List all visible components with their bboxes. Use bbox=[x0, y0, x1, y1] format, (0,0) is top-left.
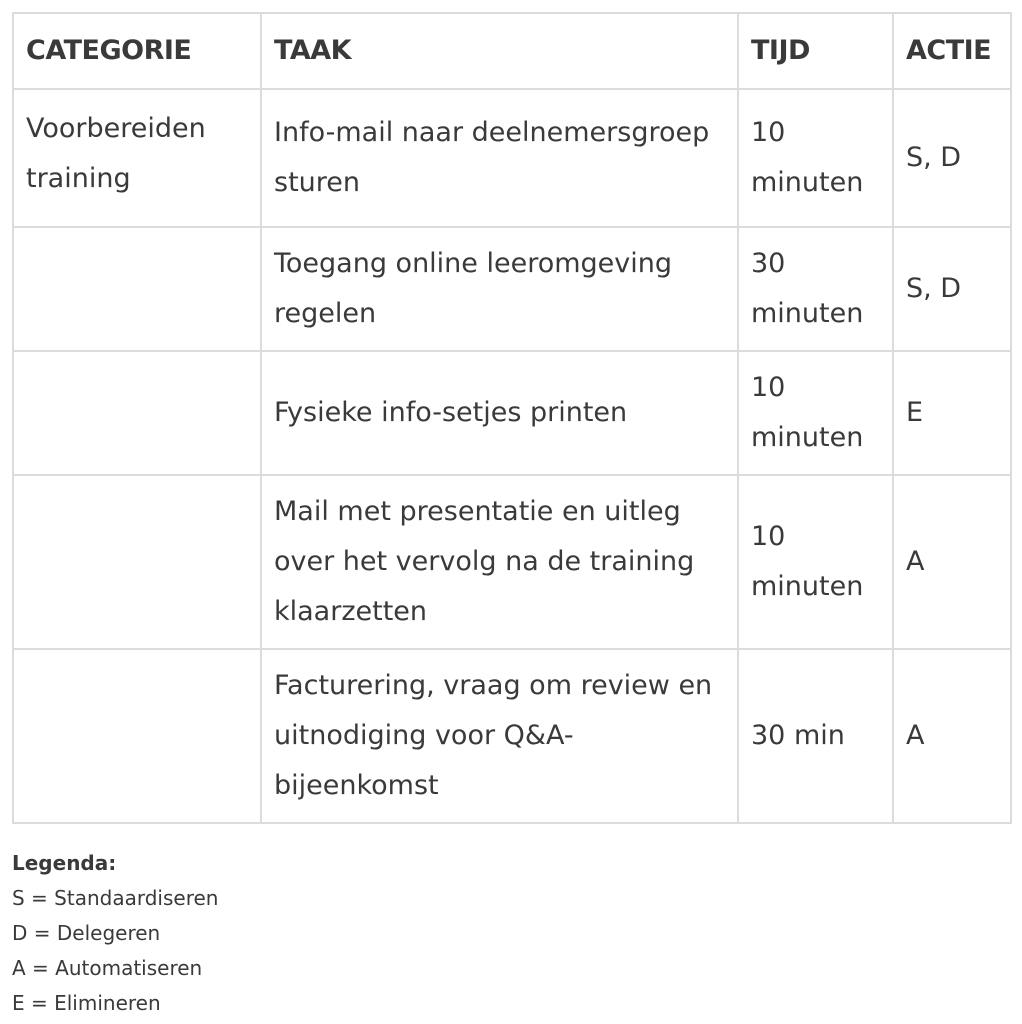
task-table bbox=[12, 12, 1012, 824]
cell-actie: A bbox=[893, 649, 1011, 823]
header-actie: ACTIE bbox=[893, 13, 1011, 89]
cell-categorie: Voorbereiden training bbox=[13, 89, 261, 227]
cell-tijd: 30 minuten bbox=[738, 227, 893, 351]
header-taak: TAAK bbox=[261, 13, 738, 89]
cell-categorie bbox=[13, 227, 261, 351]
cell-categorie bbox=[13, 649, 261, 823]
legend-item-s: S = Standaardiseren bbox=[12, 886, 219, 910]
legend bbox=[12, 846, 218, 1021]
cell-actie: S, D bbox=[893, 89, 1011, 227]
cell-taak: Info-mail naar deelnemersgroep sturen bbox=[261, 89, 738, 227]
header-tijd: TIJD bbox=[738, 13, 893, 89]
cell-taak: Fysieke info-setjes printen bbox=[261, 351, 738, 475]
cell-tijd: 30 min bbox=[738, 649, 893, 823]
table-row bbox=[13, 227, 1011, 351]
cell-taak: Mail met presentatie en uitleg over het vervolg na de training klaarzetten bbox=[261, 475, 738, 649]
cell-taak: Toegang online leeromgeving regelen bbox=[261, 227, 738, 351]
header-categorie: CATEGORIE bbox=[13, 13, 261, 89]
table-header-row bbox=[13, 13, 1011, 89]
legend-item-e: E = Elimineren bbox=[12, 991, 161, 1015]
cell-taak: Facturering, vraag om review en uitnodiging voor Q&A-bijeenkomst bbox=[261, 649, 738, 823]
table-row bbox=[13, 649, 1011, 823]
cell-tijd: 10 minuten bbox=[738, 351, 893, 475]
cell-categorie bbox=[13, 351, 261, 475]
table-row bbox=[13, 351, 1011, 475]
cell-actie: A bbox=[893, 475, 1011, 649]
legend-item-d: D = Delegeren bbox=[12, 921, 161, 945]
legend-item-a: A = Automatiseren bbox=[12, 956, 203, 980]
cell-actie: S, D bbox=[893, 227, 1011, 351]
table-row bbox=[13, 475, 1011, 649]
cell-actie: E bbox=[893, 351, 1011, 475]
table-row bbox=[13, 89, 1011, 227]
legend-title: Legenda: bbox=[12, 851, 117, 875]
cell-tijd: 10 minuten bbox=[738, 89, 893, 227]
cell-tijd: 10 minuten bbox=[738, 475, 893, 649]
cell-categorie bbox=[13, 475, 261, 649]
